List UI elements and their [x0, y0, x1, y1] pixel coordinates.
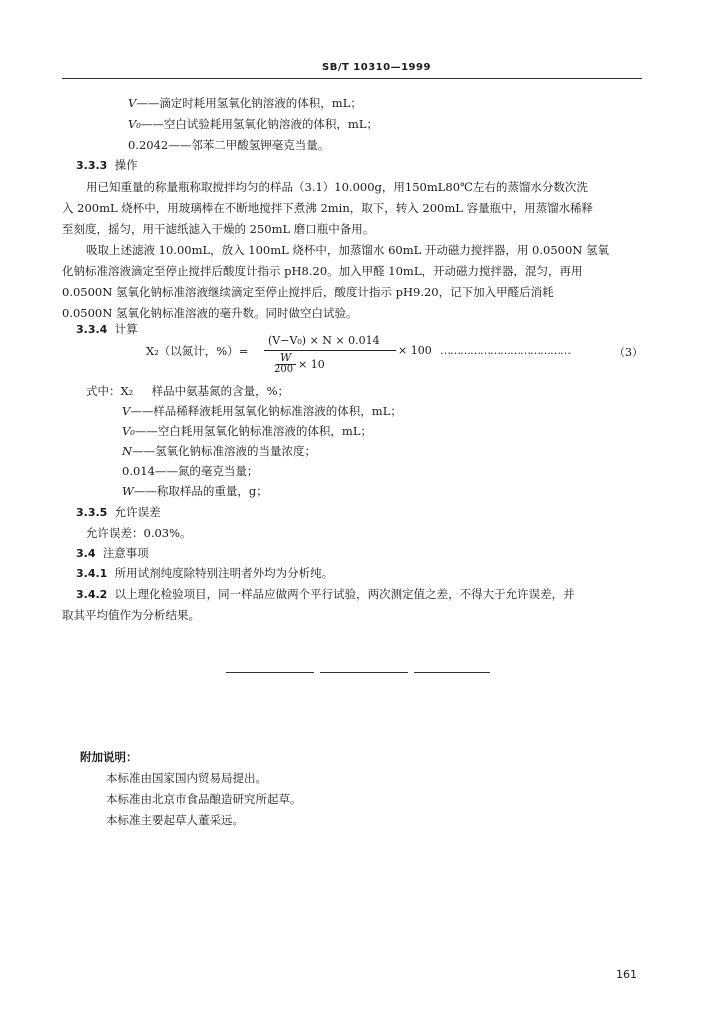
section-3-4-2-line1: 3.4.2 以上理化检验项目，同一样品应做两个平行试验，两次测定值之差，不得大于允许误差，并: [76, 587, 575, 601]
section-3-4-heading: 3.4 注意事项: [76, 546, 149, 560]
formula-denominator-200: 200: [274, 364, 294, 375]
where-var-v0: V₀——空白耗用氢氧化钠标准溶液的体积，mL；: [122, 424, 372, 438]
equation-number: （3）: [614, 346, 643, 359]
formula-numerator: (V−V₀) × N × 0.014: [268, 334, 380, 347]
section-3-3-4-heading: 3.3.4 计算: [76, 322, 138, 336]
para-3-3-3-2-line4: 0.0500N 氢氧化钠标准溶液的毫升数。同时做空白试验。: [62, 306, 358, 320]
para-3-3-3-1-line2: 入 200mL 烧杯中，用玻璃棒在不断地搅拌下煮沸 2min，取下，转入 200mL 容量瓶中，用蒸馏水稀释: [62, 201, 594, 215]
appendix-line-2: 本标准由北京市食品酿造研究所起草。: [106, 792, 302, 806]
var-line-v0: V₀——空白试验耗用氢氧化钠溶液的体积，mL；: [128, 117, 378, 131]
formula-denominator-w: W: [280, 351, 292, 364]
formula-times-100: × 100: [398, 344, 432, 357]
section-3-4-1: 3.4.1 所用试剂纯度除特别注明者外均为分析纯。: [76, 566, 334, 580]
var-line-khp: 0.2042——邻苯二甲酸氢钾毫克当量。: [128, 138, 330, 152]
section-3-3-3-heading: 3.3.3 操作: [76, 158, 138, 172]
appendix-line-3: 本标准主要起草人董采远。: [106, 813, 244, 827]
para-3-3-3-1-line1: 用已知重量的称量瓶称取搅拌均匀的样品（3.1）10.000g，用150mL80℃左右的蒸馏水分数次洗: [86, 180, 588, 194]
standard-number: SB/T 10310—1999: [322, 62, 431, 73]
where-var-n: N——氢氧化钠标准溶液的当量浓度；: [122, 444, 317, 458]
where-var-0014: 0.014——氮的毫克当量；: [122, 464, 259, 478]
page-number: 161: [616, 968, 637, 981]
para-3-3-3-2-line1: 吸取上述滤液 10.00mL，放入 100mL 烧杯中，加蒸馏水 60mL 开动磁力搅拌器，用 0.0500N 氢氧: [86, 243, 610, 257]
formula-dots: …………………………………: [440, 344, 570, 357]
para-3-3-3-2-line2: 化钠标准溶液滴定至停止搅拌后酸度计指示 pH8.20。加入甲醛 10mL，开动磁力搅拌器，混匀，再用: [62, 264, 583, 278]
para-3-3-3-2-line3: 0.0500N 氢氧化钠标准溶液继续滴定至停止搅拌后，酸度计指示 pH9.20，记下加入甲醛后消耗: [62, 285, 554, 299]
para-3-3-3-1-line3: 至刻度，摇匀，用干滤纸滤入干燥的 250mL 磨口瓶中备用。: [62, 222, 375, 236]
where-var-v: V——样品稀释液耗用氢氧化钠标准溶液的体积，mL；: [122, 404, 402, 418]
where-line: 式中：X₂ 样品中氨基氮的含量，%；: [86, 384, 290, 398]
allowable-error: 允许误差：0.03%。: [86, 526, 192, 540]
formula-denominator-tail: × 10: [298, 358, 325, 371]
end-rule-1: [226, 672, 314, 673]
end-rule-3: [414, 672, 490, 673]
section-3-4-2-line2: 取其平均值作为分析结果。: [62, 608, 200, 622]
end-rule-2: [320, 672, 408, 673]
header-rule: [62, 78, 642, 79]
appendix-title: 附加说明：: [80, 750, 138, 764]
appendix-line-1: 本标准由国家国内贸易局提出。: [106, 771, 267, 785]
where-var-w: W——称取样品的重量，g；: [122, 484, 268, 498]
var-line-v: V——滴定时耗用氢氧化钠溶液的体积，mL；: [128, 96, 362, 110]
formula-lhs: X₂（以氮计，%）=: [146, 344, 249, 358]
section-3-3-5-heading: 3.3.5 允许误差: [76, 505, 161, 519]
